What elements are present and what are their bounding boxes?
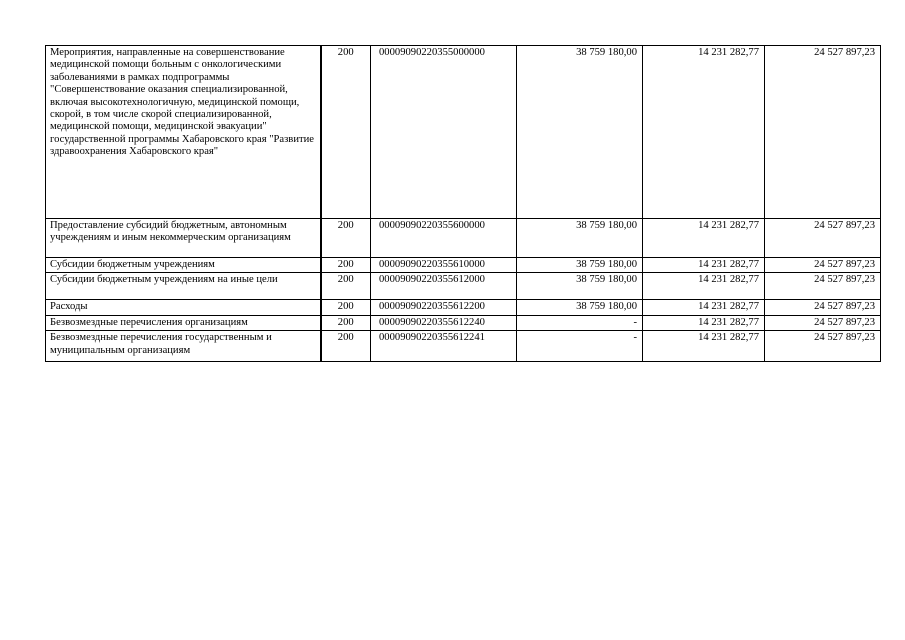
row-executed-cell: 14 231 282,77 (643, 258, 765, 273)
row-unexecuted-cell: 24 527 897,23 (765, 46, 881, 219)
row-executed-cell: 14 231 282,77 (643, 315, 765, 330)
row-executed-cell: 14 231 282,77 (643, 219, 765, 258)
row-executed-cell: 14 231 282,77 (643, 331, 765, 362)
row-classification-cell: 00009090220355612240 (371, 315, 517, 330)
row-unexecuted-cell: 24 527 897,23 (765, 258, 881, 273)
row-code-cell: 200 (321, 331, 371, 362)
row-classification-cell: 00009090220355612200 (371, 300, 517, 315)
table-row (46, 331, 881, 362)
table-row (46, 46, 881, 219)
row-approved-cell: 38 759 180,00 (517, 300, 643, 315)
row-code-cell: 200 (321, 258, 371, 273)
row-classification-cell: 00009090220355612000 (371, 273, 517, 300)
row-approved-cell: - (517, 315, 643, 330)
row-name-cell: Субсидии бюджетным учреждениям на иные цели (46, 273, 321, 300)
row-name-cell: Субсидии бюджетным учреждениям (46, 258, 321, 273)
row-name-cell: Расходы (46, 300, 321, 315)
row-approved-cell: 38 759 180,00 (517, 273, 643, 300)
row-approved-cell: 38 759 180,00 (517, 219, 643, 258)
row-code-cell: 200 (321, 46, 371, 219)
row-name-cell: Мероприятия, направленные на совершенствование медицинской помощи больным с онкологическими заболеваниями в рамках подпрограммы "Совершенствование оказания специализированной, включая высокотехнологичную, медицинской помощи, скорой, в том числе скорой специализированной, медицинской помощи, медицинской эвакуации" государственной программы Хабаровского края "Развитие здравоохранения Хабаровского края" (46, 46, 321, 219)
row-approved-cell: 38 759 180,00 (517, 46, 643, 219)
row-code-cell: 200 (321, 219, 371, 258)
row-unexecuted-cell: 24 527 897,23 (765, 219, 881, 258)
table-row (46, 258, 881, 273)
row-executed-cell: 14 231 282,77 (643, 46, 765, 219)
table-row (46, 315, 881, 330)
row-executed-cell: 14 231 282,77 (643, 300, 765, 315)
row-classification-cell: 00009090220355610000 (371, 258, 517, 273)
row-classification-cell: 00009090220355000000 (371, 46, 517, 219)
row-name-cell: Безвозмездные перечисления государственным и муниципальным организациям (46, 331, 321, 362)
row-classification-cell: 00009090220355600000 (371, 219, 517, 258)
row-code-cell: 200 (321, 273, 371, 300)
table-row (46, 300, 881, 315)
table-row (46, 273, 881, 300)
row-classification-cell: 00009090220355612241 (371, 331, 517, 362)
row-unexecuted-cell: 24 527 897,23 (765, 300, 881, 315)
row-approved-cell: 38 759 180,00 (517, 258, 643, 273)
row-approved-cell: - (517, 331, 643, 362)
row-code-cell: 200 (321, 315, 371, 330)
row-name-cell: Безвозмездные перечисления организациям (46, 315, 321, 330)
row-unexecuted-cell: 24 527 897,23 (765, 273, 881, 300)
row-code-cell: 200 (321, 300, 371, 315)
row-unexecuted-cell: 24 527 897,23 (765, 315, 881, 330)
budget-execution-table (45, 45, 881, 362)
table-row (46, 219, 881, 258)
row-executed-cell: 14 231 282,77 (643, 273, 765, 300)
row-name-cell: Предоставление субсидий бюджетным, автономным учреждениям и иным некоммерческим организациям (46, 219, 321, 258)
row-unexecuted-cell: 24 527 897,23 (765, 331, 881, 362)
